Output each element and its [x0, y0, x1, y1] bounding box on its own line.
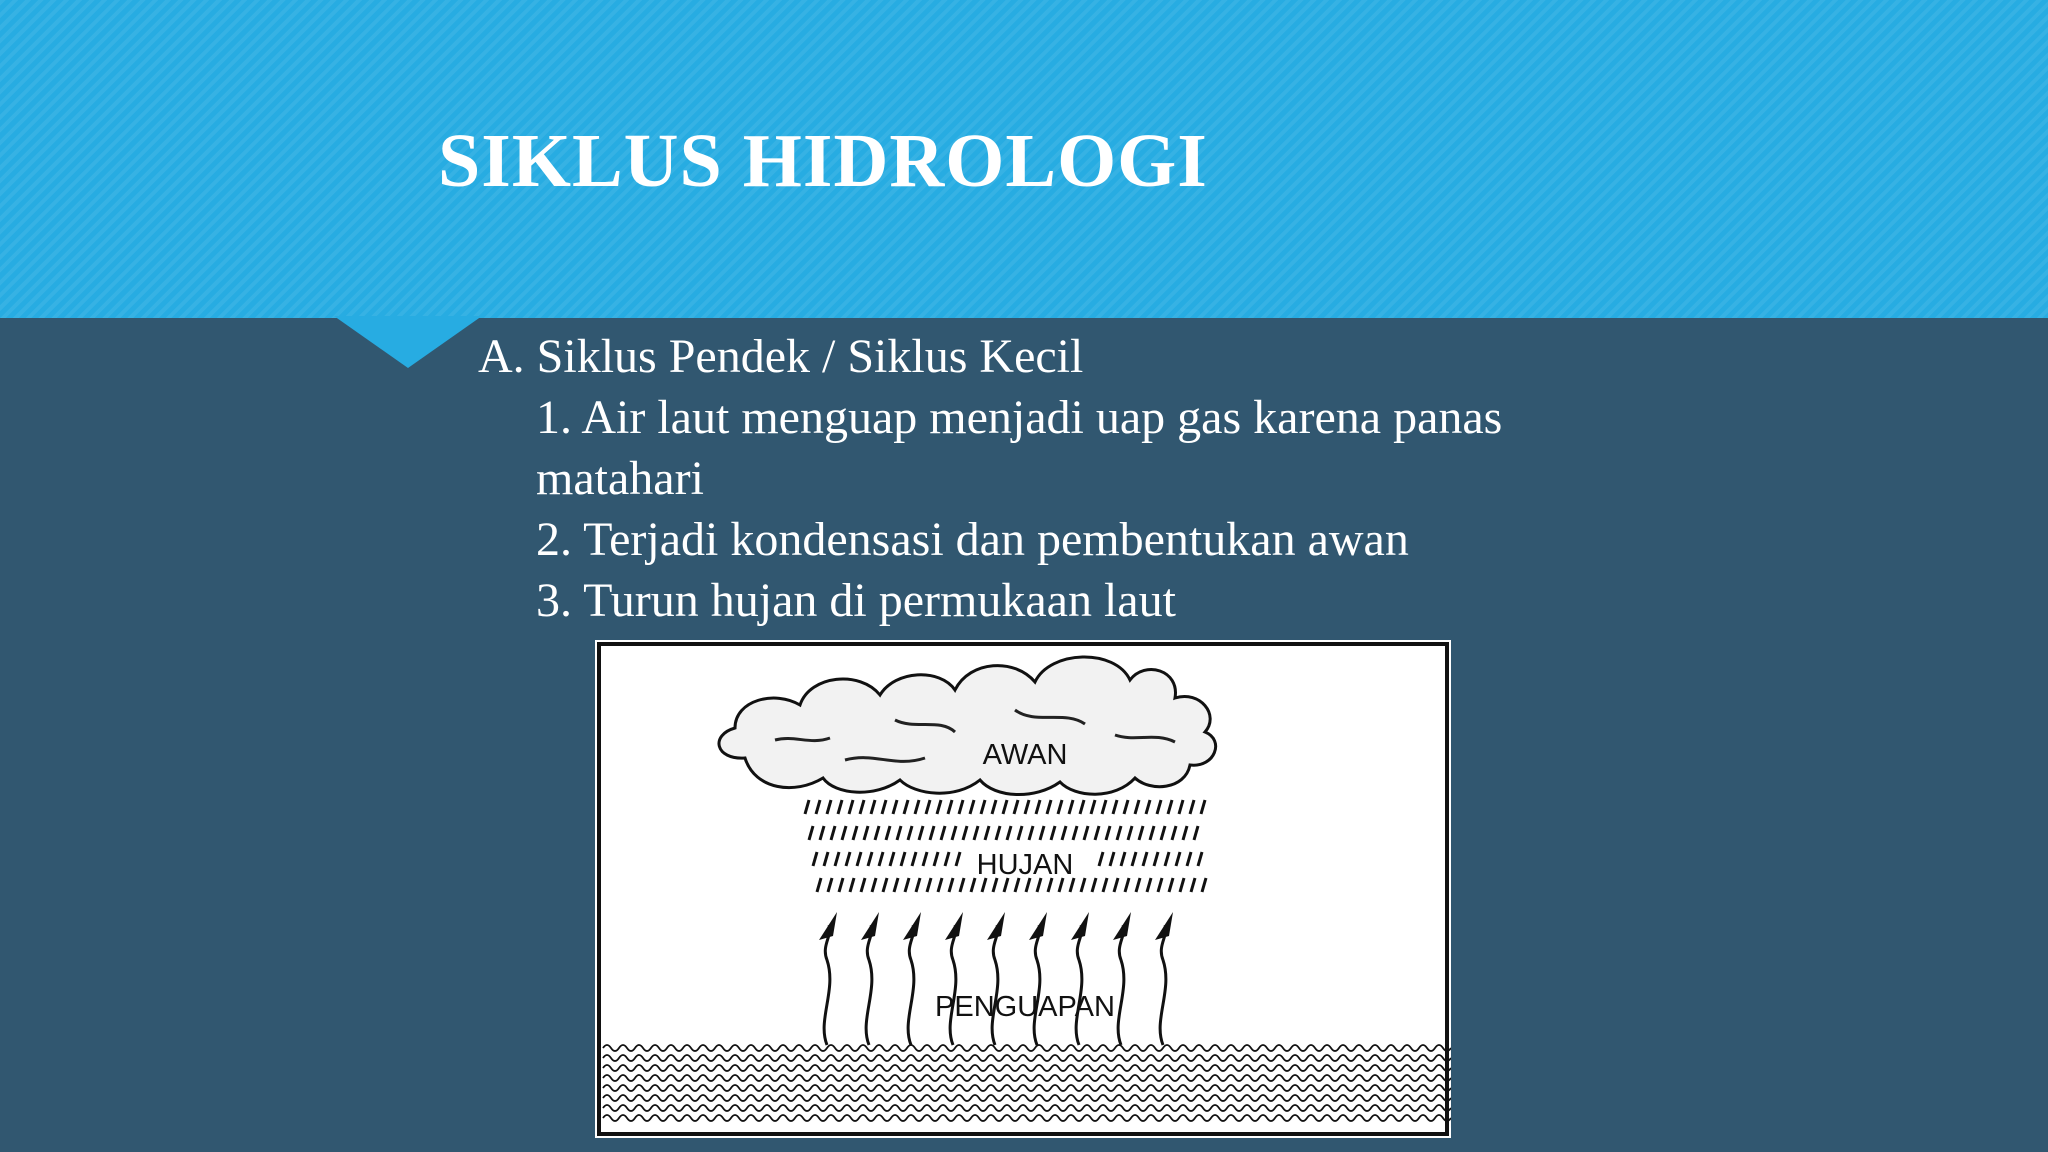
rain-drop — [1099, 852, 1103, 866]
rain-drop — [1194, 826, 1198, 840]
rain-drop — [1198, 852, 1202, 866]
rain-drop — [919, 826, 923, 840]
rain-drop — [850, 878, 854, 892]
rain-drop — [849, 800, 853, 814]
step-2: 2. Terjadi kondensasi dan pembentukan awan — [536, 513, 1409, 566]
rain-drop — [934, 852, 938, 866]
rain-drop — [1007, 826, 1011, 840]
evaporation-arrow — [1118, 925, 1124, 1045]
evaporation-arrows — [819, 912, 1173, 1045]
rain-drop — [1003, 800, 1007, 814]
rain-drop — [861, 878, 865, 892]
evaporation-arrow — [1034, 925, 1040, 1045]
rain-drop — [927, 878, 931, 892]
rain-drop — [912, 852, 916, 866]
rain-drop — [816, 800, 820, 814]
rain-drop — [1018, 826, 1022, 840]
rain-drop — [926, 800, 930, 814]
evaporation-arrow — [992, 925, 998, 1045]
rain-drop — [1165, 852, 1169, 866]
wave-line — [603, 1065, 1451, 1071]
wave-line — [603, 1115, 1451, 1121]
rain-drop — [894, 878, 898, 892]
slide-title: SIKLUS HIDROLOGI — [438, 119, 1208, 203]
rain-drop — [1179, 800, 1183, 814]
rain-drop — [1047, 800, 1051, 814]
rain-drop — [971, 878, 975, 892]
arrow-head — [945, 912, 963, 940]
rain-drop — [860, 800, 864, 814]
step-3: 3. Turun hujan di permukaan laut — [536, 574, 1176, 627]
rain-drop — [1168, 800, 1172, 814]
rain-drop — [835, 852, 839, 866]
rain-drop — [963, 826, 967, 840]
cloud-label: AWAN — [982, 739, 1068, 771]
rain-drop — [839, 878, 843, 892]
rain-drop — [864, 826, 868, 840]
rain-drop — [974, 826, 978, 840]
rain-drop — [1187, 852, 1191, 866]
rain-drop — [820, 826, 824, 840]
rain-drop — [941, 826, 945, 840]
wave-line — [603, 1075, 1451, 1081]
rain-drop — [868, 852, 872, 866]
rain-drop — [1069, 800, 1073, 814]
rain-drop — [857, 852, 861, 866]
rain-drop — [937, 800, 941, 814]
wave-line — [603, 1045, 1451, 1051]
rain-drop — [908, 826, 912, 840]
rain-drop — [838, 800, 842, 814]
rain-drop — [1102, 800, 1106, 814]
rain-drop — [1113, 800, 1117, 814]
rain-drop — [1091, 800, 1095, 814]
rain-drop — [842, 826, 846, 840]
rain-drop — [992, 800, 996, 814]
rain-drop — [817, 878, 821, 892]
rain-drop — [916, 878, 920, 892]
arrow-head — [1155, 912, 1173, 940]
rain-drop — [923, 852, 927, 866]
rain-drop — [970, 800, 974, 814]
rain-drop — [1036, 800, 1040, 814]
slide-body — [478, 326, 1502, 631]
arrow-head — [903, 912, 921, 940]
rain-drop — [1146, 800, 1150, 814]
rain-drop — [1084, 826, 1088, 840]
rain-drop — [959, 800, 963, 814]
rain-drop — [1154, 852, 1158, 866]
wave-line — [603, 1105, 1451, 1111]
rain-drop — [897, 826, 901, 840]
rain-drop — [1128, 826, 1132, 840]
rain-drop — [1183, 826, 1187, 840]
rain-drop — [901, 852, 905, 866]
rain-drop — [1095, 826, 1099, 840]
rain-drop — [875, 826, 879, 840]
rain-drop — [1058, 800, 1062, 814]
rain-drop — [1139, 826, 1143, 840]
evaporation-arrow — [950, 925, 956, 1045]
header-notch — [334, 316, 482, 368]
evaporation-arrow — [866, 925, 872, 1045]
rain-drop — [1143, 852, 1147, 866]
rain-drop — [1147, 878, 1151, 892]
cloud-shape — [719, 657, 1216, 795]
rain-drop — [1124, 800, 1128, 814]
rain-drop — [956, 852, 960, 866]
rain-drop — [1125, 878, 1129, 892]
rain-drop — [1201, 800, 1205, 814]
wave-line — [603, 1095, 1451, 1101]
arrow-head — [861, 912, 879, 940]
arrow-head — [1029, 912, 1047, 940]
rain-drop — [1029, 826, 1033, 840]
section-heading: A. Siklus Pendek / Siklus Kecil — [478, 330, 1084, 383]
hydrology-diagram — [595, 640, 1451, 1138]
rain-drop — [882, 800, 886, 814]
rain-drop — [831, 826, 835, 840]
rain-drop — [948, 800, 952, 814]
rain-drop — [872, 878, 876, 892]
evaporation-arrow — [824, 925, 830, 1045]
rain-drop — [985, 826, 989, 840]
sea-waves — [603, 1045, 1451, 1121]
rain-drop — [1040, 826, 1044, 840]
diagram-svg — [595, 640, 1451, 1138]
rain-drop — [905, 878, 909, 892]
rain-drop — [1169, 878, 1173, 892]
rain-drop — [952, 826, 956, 840]
rain-drop — [1135, 800, 1139, 814]
rain-drop — [886, 826, 890, 840]
rain-drop — [1172, 826, 1176, 840]
rain-drop — [945, 852, 949, 866]
rain-drop — [1073, 826, 1077, 840]
rain-drop — [1202, 878, 1206, 892]
arrow-head — [1113, 912, 1131, 940]
rain-drop — [996, 826, 1000, 840]
rain-drop — [846, 852, 850, 866]
rain-drop — [879, 852, 883, 866]
rain-drop — [871, 800, 875, 814]
rain-drop — [904, 800, 908, 814]
step-1-cont: matahari — [536, 452, 704, 505]
rain-drop — [890, 852, 894, 866]
rain-drop — [1092, 878, 1096, 892]
rain-drop — [828, 878, 832, 892]
rain-drop — [853, 826, 857, 840]
rain-drop — [1158, 878, 1162, 892]
rain-drop — [1025, 800, 1029, 814]
rain-drop — [809, 826, 813, 840]
rain-drop — [1176, 852, 1180, 866]
rain-drop — [1117, 826, 1121, 840]
rain-drop — [938, 878, 942, 892]
arrow-head — [819, 912, 837, 940]
rain-drop — [1136, 878, 1140, 892]
rain-drop — [1132, 852, 1136, 866]
rain-drop — [1114, 878, 1118, 892]
rain-drop — [893, 800, 897, 814]
rain-drop — [1081, 878, 1085, 892]
evaporation-arrow — [908, 925, 914, 1045]
arrow-head — [987, 912, 1005, 940]
rain-label: HUJAN — [976, 849, 1074, 881]
rain-drop — [824, 852, 828, 866]
rain-drop — [1110, 852, 1114, 866]
evaporation-arrow — [1160, 925, 1166, 1045]
wave-line — [603, 1055, 1451, 1061]
rain-drop — [949, 878, 953, 892]
rain-drop — [805, 800, 809, 814]
rain-drop — [1190, 800, 1194, 814]
rain-drop — [1161, 826, 1165, 840]
evaporation-arrow — [1076, 925, 1082, 1045]
rain-drop — [827, 800, 831, 814]
rain-drop — [813, 852, 817, 866]
step-1: 1. Air laut menguap menjadi uap gas karena panas — [536, 391, 1503, 444]
rain-drop — [1080, 800, 1084, 814]
evaporation-label: PENGUAPAN — [935, 991, 1115, 1023]
rain-drop — [883, 878, 887, 892]
rain-drop — [1121, 852, 1125, 866]
rain-drop — [1103, 878, 1107, 892]
rain-drop — [1180, 878, 1184, 892]
arrow-head — [1071, 912, 1089, 940]
rain-drop — [960, 878, 964, 892]
rain-drop — [1062, 826, 1066, 840]
rain-drop — [1157, 800, 1161, 814]
rain-drop — [1191, 878, 1195, 892]
rain-drop — [1014, 800, 1018, 814]
wave-line — [603, 1085, 1451, 1091]
rain-drop — [915, 800, 919, 814]
rain-drop — [1150, 826, 1154, 840]
rain-drop — [930, 826, 934, 840]
rain-drop — [1106, 826, 1110, 840]
rain-drop — [1051, 826, 1055, 840]
rain-drop — [981, 800, 985, 814]
